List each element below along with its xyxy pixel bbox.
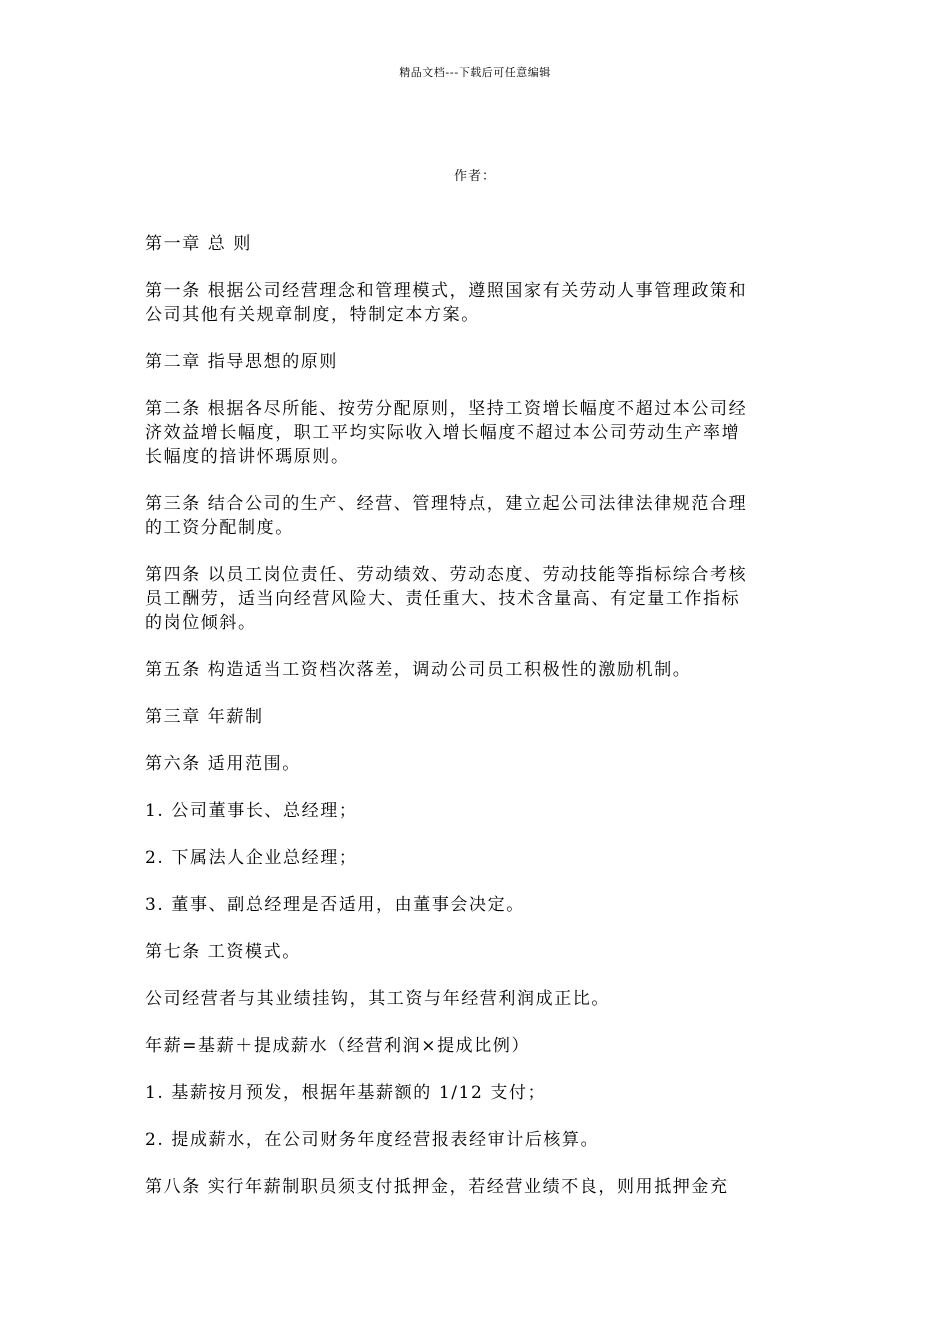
article-paragraph [145,752,810,776]
body-paragraph [145,987,810,1011]
formula-paragraph [145,1034,810,1058]
article-paragraph [145,279,810,327]
text-line: 第五条 构造适当工资档次落差，调动公司员工积极性的激励机制。 [145,660,692,680]
list-item [145,799,810,823]
text-line: 第二章 指导思想的原则 [145,352,339,372]
article-paragraph [145,563,810,635]
article-paragraph [145,1175,810,1199]
text-line: 员工酬劳，适当向经营风险大、责任重大、技术含量高、有定量工作指标 [145,589,741,609]
page-header-watermark: 精品文档---下载后可任意编辑 [399,66,551,79]
list-item [145,1081,810,1105]
text-line: 第三章 年薪制 [145,707,264,727]
text-line: 第四条 以员工岗位责任、劳动绩效、劳动态度、劳动技能等指标综合考核 [145,565,748,585]
text-line: 第六条 适用范围。 [145,754,301,774]
text-line: 1. 公司董事长、总经理； [145,801,358,821]
article-paragraph [145,492,810,540]
list-item [145,846,810,870]
text-line: 公司其他有关规章制度，特制定本方案。 [145,305,480,325]
chapter-heading [145,705,810,729]
text-line: 长幅度的揞讲怀瑪原则。 [145,447,350,467]
chapter-heading [145,350,810,374]
document-body [145,232,810,1222]
text-line: 第三条 结合公司的生产、经营、管理特点，建立起公司法律法律规范合理 [145,494,748,514]
list-item [145,1128,810,1152]
article-paragraph [145,658,810,682]
text-line: 第一章 总 则 [145,234,253,254]
text-line: 年薪=基薪＋提成薪水（经营利润×提成比例） [145,1036,531,1056]
text-line: 第八条 实行年薪制职员须支付抵押金，若经营业绩不良，则用抵押金充 [145,1177,729,1197]
chapter-heading [145,232,810,256]
article-paragraph [145,397,810,469]
text-line: 的工资分配制度。 [145,518,294,538]
text-line: 的岗位倾斜。 [145,613,257,633]
text-line: 3. 董事、副总经理是否适用，由董事会决定。 [145,895,525,915]
text-line: 2. 提成薪水，在公司财务年度经营报表经审计后核算。 [145,1130,600,1150]
list-item [145,893,810,917]
text-line: 1. 基薪按月预发，根据年基薪额的 1/12 支付； [145,1083,547,1103]
text-line: 济效益增长幅度，职工平均实际收入增长幅度不超过本公司劳动生产率增 [145,423,741,443]
article-paragraph [145,940,810,964]
text-line: 第二条 根据各尽所能、按劳分配原则，坚持工资增长幅度不超过本公司经 [145,399,748,419]
author-label: 作者： [453,169,496,184]
text-line: 第一条 根据公司经营理念和管理模式，遵照国家有关劳动人事管理政策和 [145,281,748,301]
text-line: 2. 下属法人企业总经理； [145,848,358,868]
text-line: 公司经营者与其业绩挂钩，其工资与年经营利润成正比。 [145,989,610,1009]
text-line: 第七条 工资模式。 [145,942,301,962]
